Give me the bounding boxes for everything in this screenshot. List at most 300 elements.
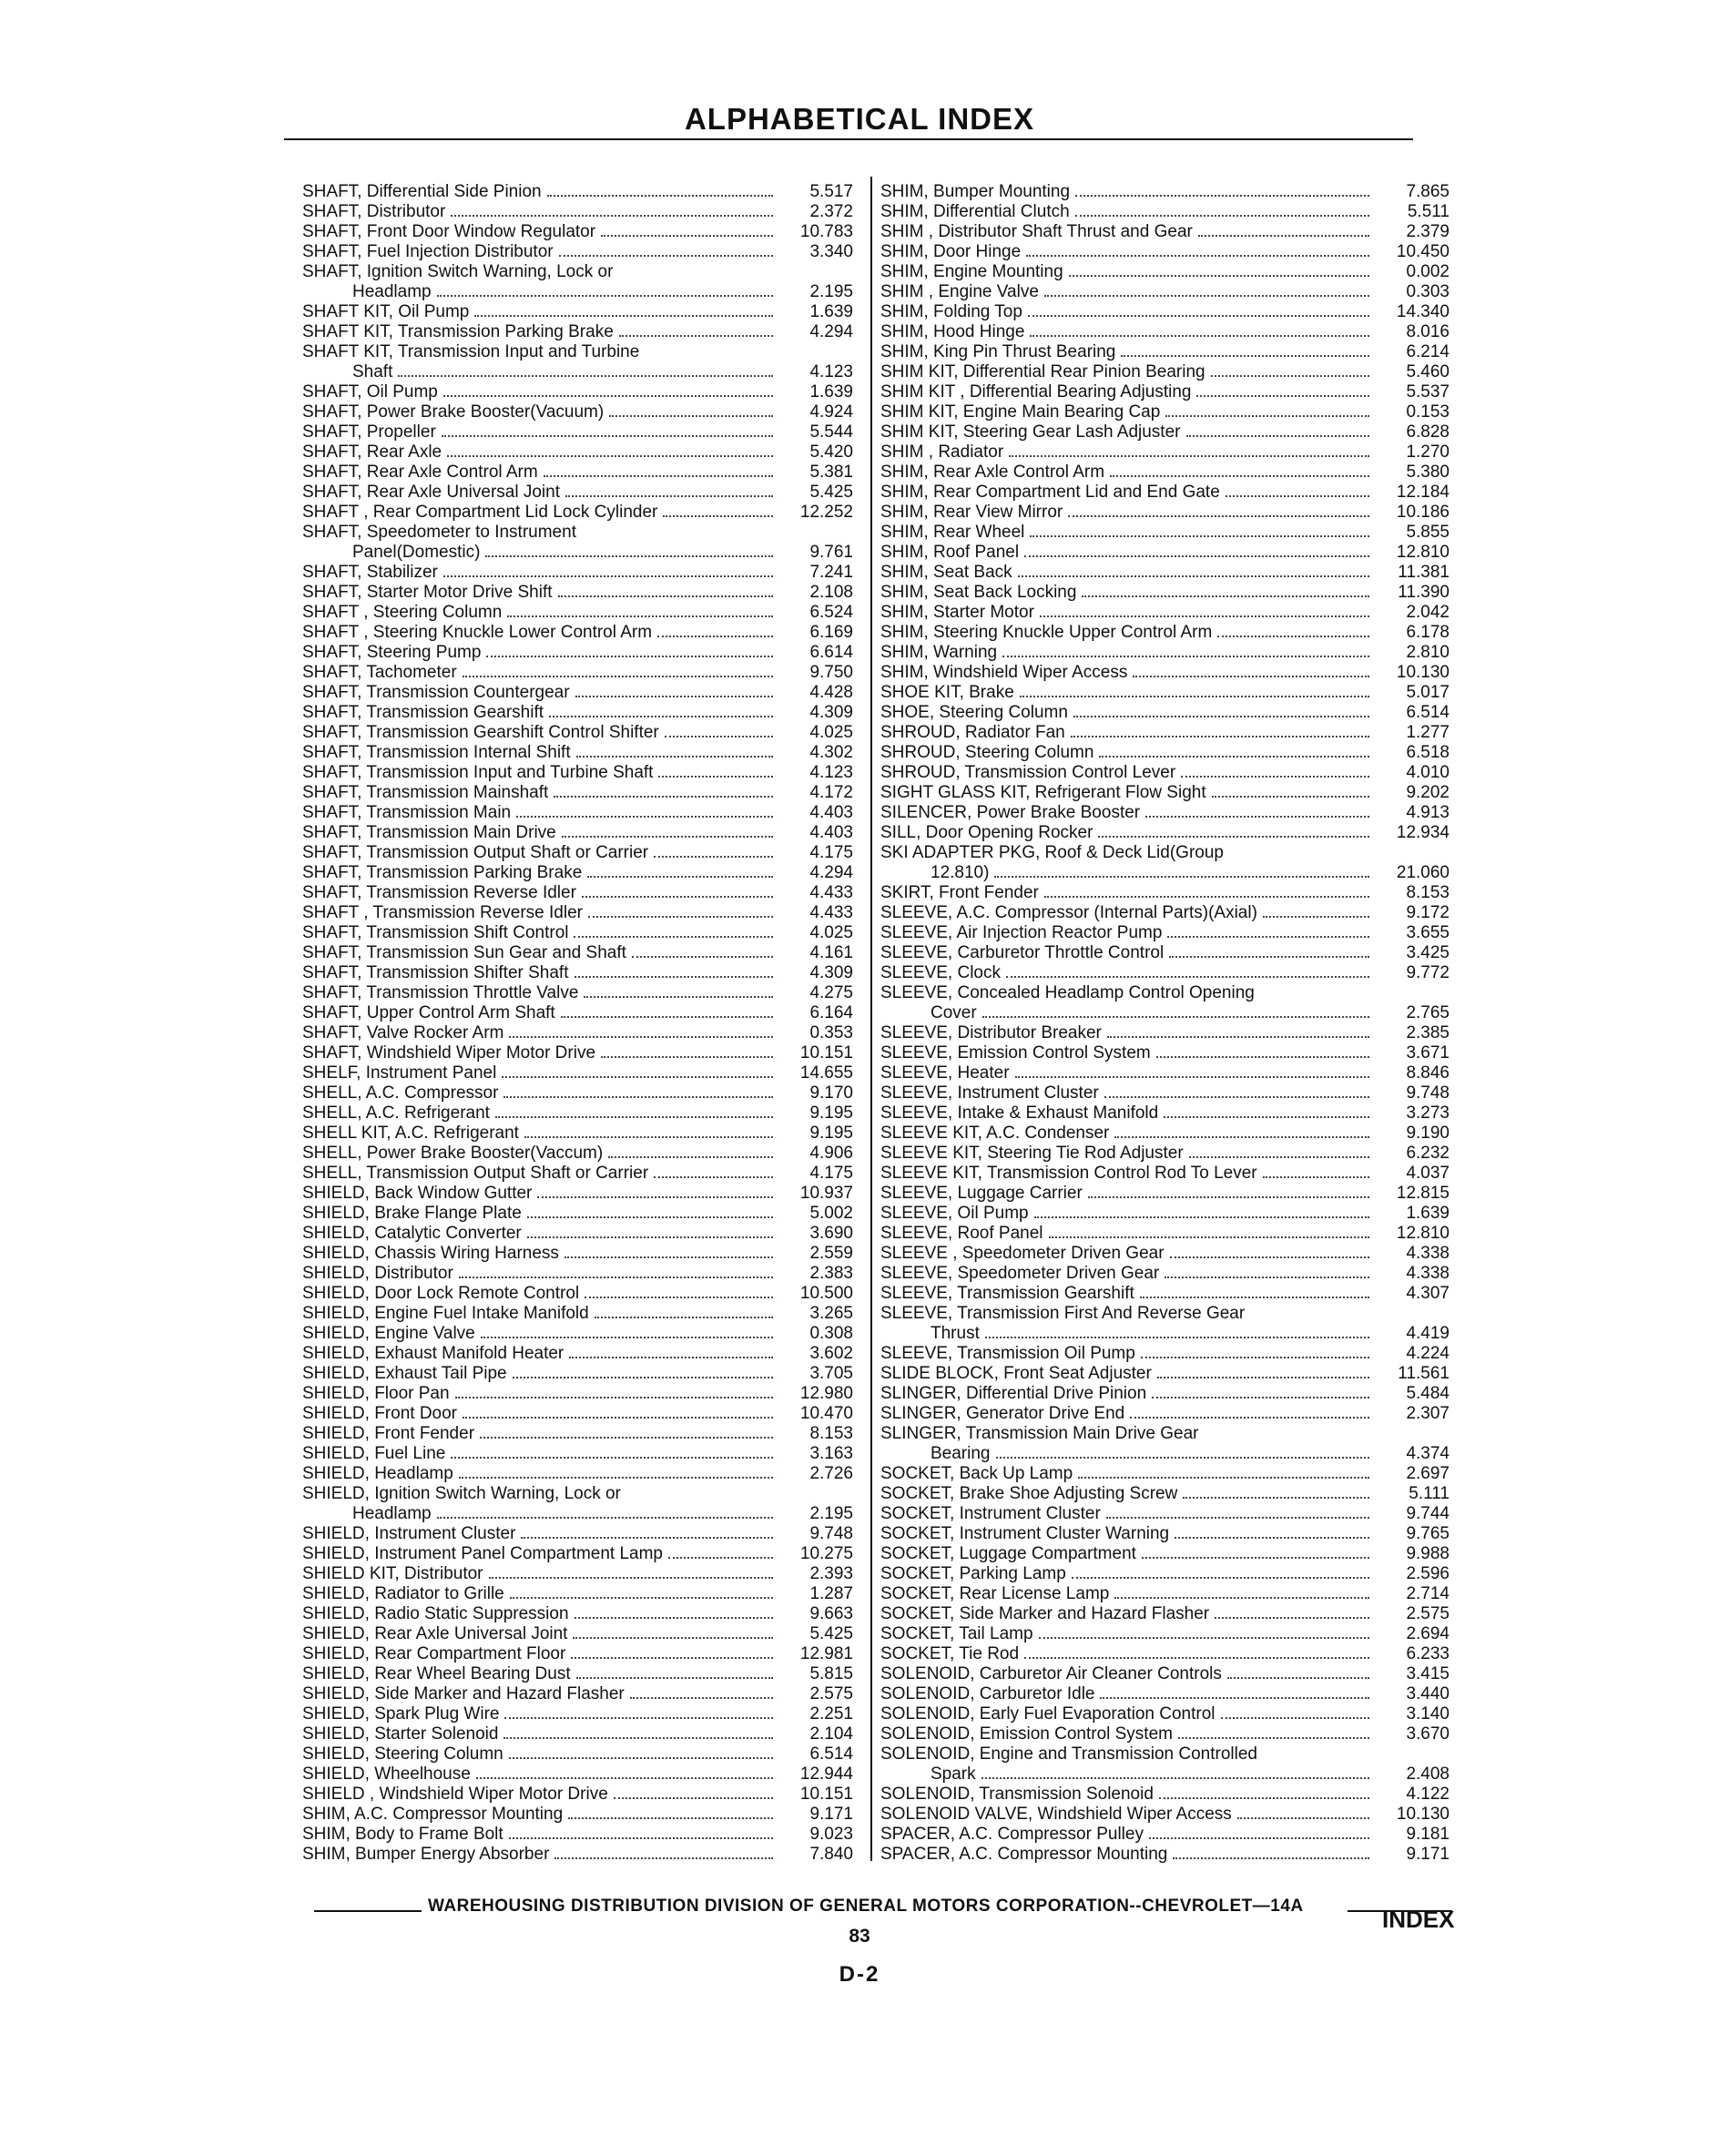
index-entry-name: SHIELD, Side Marker and Hazard Flasher bbox=[302, 1684, 625, 1703]
index-entry-page: 3.440 bbox=[1406, 1684, 1449, 1703]
index-entry-name: SHAFT, Transmission Main bbox=[302, 803, 512, 822]
index-entry-name: SHAFT KIT, Oil Pump bbox=[302, 302, 470, 321]
index-entry bbox=[880, 1684, 1449, 1704]
index-entry-name: SHIM, Windshield Wiper Access bbox=[880, 663, 1128, 682]
index-entry bbox=[302, 1003, 853, 1023]
index-entry bbox=[302, 743, 853, 763]
index-entry-name: Panel(Domestic) bbox=[352, 543, 481, 562]
index-entry bbox=[880, 543, 1449, 563]
index-column-right bbox=[880, 182, 1449, 1865]
index-entry bbox=[880, 1644, 1449, 1664]
index-entry bbox=[302, 1204, 853, 1224]
index-entry-page: 4.309 bbox=[809, 963, 853, 982]
index-entry-page: 1.287 bbox=[809, 1584, 853, 1603]
dot-leader bbox=[1156, 1044, 1369, 1058]
index-entry-page: 6.518 bbox=[1406, 743, 1449, 762]
dot-leader bbox=[1175, 1525, 1369, 1539]
index-entry-name: SHIELD, Chassis Wiring Harness bbox=[302, 1244, 559, 1263]
index-entry-name: SHIELD, Back Window Gutter bbox=[302, 1184, 533, 1203]
index-entry-name: SHAFT, Oil Pump bbox=[302, 382, 438, 402]
index-entry bbox=[880, 1704, 1449, 1724]
dot-leader bbox=[537, 1185, 773, 1198]
index-entry-name: SHIELD, Floor Pan bbox=[302, 1384, 450, 1403]
index-entry-page: 5.002 bbox=[809, 1204, 853, 1223]
index-entry-page: 9.202 bbox=[1406, 783, 1449, 802]
dot-leader bbox=[1196, 383, 1369, 397]
index-entry-name: SHIELD, Rear Axle Universal Joint bbox=[302, 1624, 568, 1643]
dot-leader bbox=[668, 1545, 773, 1559]
index-entry-page: 2.765 bbox=[1406, 1003, 1449, 1022]
index-entry-page: 10.783 bbox=[799, 222, 853, 241]
index-entry bbox=[302, 683, 853, 703]
index-entry-name: SHIELD, Instrument Cluster bbox=[302, 1524, 516, 1543]
index-entry-page: 9.988 bbox=[1406, 1544, 1449, 1563]
index-entry-page: 3.602 bbox=[809, 1344, 853, 1363]
index-entry-page: 5.855 bbox=[1406, 523, 1449, 542]
dot-leader bbox=[1002, 644, 1369, 657]
dot-leader bbox=[1075, 183, 1369, 197]
index-entry bbox=[880, 863, 1449, 883]
page-number: 83 bbox=[849, 1926, 870, 1947]
index-entry-page: 5.460 bbox=[1406, 362, 1449, 381]
index-entry-name: SHIELD, Headlamp bbox=[302, 1464, 453, 1483]
index-entry bbox=[880, 1204, 1449, 1224]
index-entry bbox=[302, 362, 853, 382]
index-entry bbox=[302, 483, 853, 503]
index-entry-page: 7.865 bbox=[1406, 182, 1449, 201]
index-entry bbox=[880, 222, 1449, 242]
index-entry bbox=[880, 1404, 1449, 1424]
dot-leader bbox=[1170, 1245, 1369, 1258]
dot-leader bbox=[562, 824, 773, 838]
index-entry bbox=[302, 1564, 853, 1584]
index-entry-name: SLEEVE, Oil Pump bbox=[880, 1204, 1029, 1223]
index-entry bbox=[880, 402, 1449, 422]
index-entry-page: 1.639 bbox=[809, 302, 853, 321]
dot-leader bbox=[1159, 1785, 1369, 1799]
index-entry-page: 6.178 bbox=[1406, 623, 1449, 642]
index-entry-page: 7.241 bbox=[809, 563, 853, 582]
index-entry bbox=[302, 803, 853, 823]
index-entry-page: 6.614 bbox=[809, 643, 853, 662]
dot-leader bbox=[608, 1144, 773, 1158]
index-entry bbox=[302, 1464, 853, 1484]
index-entry-page: 6.514 bbox=[809, 1744, 853, 1764]
index-entry-name: SOCKET, Tail Lamp bbox=[880, 1624, 1033, 1643]
index-entry-page: 3.140 bbox=[1406, 1704, 1449, 1724]
dot-leader bbox=[654, 1164, 773, 1178]
dot-leader bbox=[504, 1705, 773, 1719]
index-entry bbox=[880, 623, 1449, 643]
dot-leader bbox=[451, 1445, 773, 1459]
index-entry bbox=[880, 1144, 1449, 1164]
index-entry bbox=[302, 923, 853, 943]
index-entry-page: 11.561 bbox=[1398, 1364, 1449, 1383]
index-entry-page: 14.655 bbox=[799, 1063, 853, 1083]
dot-leader bbox=[658, 764, 773, 778]
index-entry bbox=[302, 1124, 853, 1144]
index-entry-page: 10.275 bbox=[799, 1544, 853, 1563]
index-entry-page: 10.151 bbox=[799, 1043, 853, 1063]
index-entry bbox=[302, 543, 853, 563]
dot-leader bbox=[994, 864, 1369, 878]
footer-section-label: INDEX bbox=[1382, 1906, 1455, 1933]
index-entry bbox=[880, 1484, 1449, 1504]
index-entry-page: 8.153 bbox=[809, 1424, 853, 1443]
index-entry-name: SHIM, A.C. Compressor Mounting bbox=[302, 1805, 564, 1824]
dot-leader bbox=[569, 1345, 773, 1358]
index-entry-page: 4.924 bbox=[809, 402, 853, 422]
index-entry bbox=[302, 1264, 853, 1284]
dot-leader bbox=[1114, 1124, 1369, 1138]
dot-leader bbox=[982, 1004, 1369, 1018]
index-entry-name: SHIELD, Radiator to Grille bbox=[302, 1584, 504, 1603]
index-entry-page: 4.403 bbox=[809, 823, 853, 842]
index-entry-name: SLEEVE, Luggage Carrier bbox=[880, 1184, 1083, 1203]
index-entry-name: SLEEVE , Speedometer Driven Gear bbox=[880, 1244, 1165, 1263]
index-entry bbox=[880, 463, 1449, 483]
index-entry-page: 1.270 bbox=[1406, 442, 1449, 462]
index-entry-page: 0.353 bbox=[809, 1023, 853, 1042]
index-entry-page: 5.381 bbox=[809, 463, 853, 482]
index-entry bbox=[880, 1805, 1449, 1825]
index-entry-name: SOCKET, Back Up Lamp bbox=[880, 1464, 1073, 1483]
index-entry-page: 3.265 bbox=[809, 1304, 853, 1323]
index-entry-page: 10.151 bbox=[799, 1785, 853, 1804]
index-entry-page: 21.060 bbox=[1396, 863, 1449, 882]
dot-leader bbox=[447, 443, 773, 457]
index-entry-name: SLEEVE, Transmission Oil Pump bbox=[880, 1344, 1135, 1363]
dot-leader bbox=[1088, 1185, 1369, 1198]
dot-leader bbox=[565, 483, 773, 497]
index-entry bbox=[880, 1304, 1449, 1324]
dot-leader bbox=[1165, 403, 1369, 417]
index-entry-name: SLEEVE, Carburetor Throttle Control bbox=[880, 943, 1165, 962]
index-entry-page: 2.385 bbox=[1406, 1023, 1449, 1042]
index-entry-name: SLEEVE, Roof Panel bbox=[880, 1224, 1043, 1243]
index-entry-name: SHAFT, Rear Axle Control Arm bbox=[302, 463, 538, 482]
index-entry-name: SHIELD, Distributor bbox=[302, 1264, 453, 1283]
index-entry-name: SOLENOID, Early Fuel Evaporation Control bbox=[880, 1704, 1216, 1724]
index-entry bbox=[880, 783, 1449, 803]
index-entry-name: SLINGER, Differential Drive Pinion bbox=[880, 1384, 1147, 1403]
dot-leader bbox=[654, 844, 773, 858]
index-entry-name: SHAFT, Starter Motor Drive Shift bbox=[302, 583, 553, 602]
index-entry-page: 9.171 bbox=[809, 1805, 853, 1824]
index-entry-name: SHROUD, Steering Column bbox=[880, 743, 1094, 762]
index-entry-page: 4.428 bbox=[809, 683, 853, 702]
index-entry-name: Spark bbox=[931, 1764, 976, 1784]
index-entry-name: SHIM, Bumper Mounting bbox=[880, 182, 1071, 201]
index-entry-name: SHIM, Engine Mounting bbox=[880, 262, 1063, 281]
index-entry bbox=[880, 1744, 1449, 1764]
index-entry bbox=[880, 483, 1449, 503]
index-entry-name: SHIM, Rear Wheel bbox=[880, 523, 1025, 542]
index-entry bbox=[880, 1384, 1449, 1404]
index-entry-name: SOLENOID, Emission Control System bbox=[880, 1724, 1173, 1744]
index-entry-name: SHAFT, Transmission Throttle Valve bbox=[302, 983, 579, 1002]
index-entry-name: SHAFT, Transmission Main Drive bbox=[302, 823, 556, 842]
index-entry bbox=[880, 1023, 1449, 1043]
index-entry-name: SHIELD, Starter Solenoid bbox=[302, 1724, 499, 1744]
index-entry bbox=[880, 1083, 1449, 1103]
index-entry-name: SHIELD, Engine Fuel Intake Manifold bbox=[302, 1304, 589, 1323]
index-entry-name: SHAFT, Propeller bbox=[302, 422, 436, 442]
index-entry-name: SHIM , Distributor Shaft Thrust and Gear bbox=[880, 222, 1193, 241]
index-entry-name: SIGHT GLASS KIT, Refrigerant Flow Sight bbox=[880, 783, 1206, 802]
dot-leader bbox=[486, 644, 773, 657]
index-entry bbox=[880, 1584, 1449, 1604]
dot-leader bbox=[503, 1084, 773, 1098]
dot-leader bbox=[524, 1124, 773, 1138]
index-entry bbox=[880, 182, 1449, 202]
index-entry bbox=[880, 442, 1449, 463]
index-entry-page: 4.025 bbox=[809, 923, 853, 942]
index-entry-page: 4.294 bbox=[809, 322, 853, 341]
index-entry-name: Thrust bbox=[931, 1324, 980, 1343]
dot-leader bbox=[565, 1245, 773, 1258]
index-entry-page: 2.810 bbox=[1406, 643, 1449, 662]
index-entry-name: SHAFT, Transmission Shifter Shaft bbox=[302, 963, 569, 982]
index-entry bbox=[880, 1244, 1449, 1264]
index-entry bbox=[880, 583, 1449, 603]
index-entry-name: SOLENOID, Transmission Solenoid bbox=[880, 1785, 1154, 1804]
dot-leader bbox=[502, 1064, 773, 1078]
index-entry-page: 3.340 bbox=[809, 242, 853, 261]
index-entry bbox=[880, 963, 1449, 983]
index-entry bbox=[880, 1364, 1449, 1384]
index-entry-name: SLEEVE, Intake & Exhaust Manifold bbox=[880, 1103, 1159, 1123]
index-entry-name: SHAFT, Transmission Shift Control bbox=[302, 923, 569, 942]
dot-leader bbox=[507, 604, 773, 617]
dot-leader bbox=[1173, 1846, 1369, 1859]
index-entry-name: SPACER, A.C. Compressor Pulley bbox=[880, 1825, 1144, 1844]
index-entry-page: 12.944 bbox=[799, 1764, 853, 1784]
index-entry bbox=[302, 1224, 853, 1244]
dot-leader bbox=[1212, 784, 1369, 798]
index-entry-page: 2.559 bbox=[809, 1244, 853, 1263]
index-entry-name: SHIELD, Fuel Line bbox=[302, 1444, 446, 1463]
index-entry-name: SOLENOID VALVE, Windshield Wiper Access bbox=[880, 1805, 1232, 1824]
index-entry-name: SHIM KIT , Differential Bearing Adjusting bbox=[880, 382, 1192, 402]
dot-leader bbox=[554, 1846, 773, 1859]
dot-leader bbox=[1078, 1465, 1369, 1479]
dot-leader bbox=[575, 1605, 773, 1619]
index-entry-page: 4.309 bbox=[809, 703, 853, 722]
index-entry-page: 4.338 bbox=[1406, 1264, 1449, 1283]
index-entry bbox=[880, 843, 1449, 863]
dot-leader bbox=[485, 544, 773, 557]
index-entry bbox=[302, 1785, 853, 1805]
index-entry-page: 9.761 bbox=[809, 543, 853, 562]
index-entry-name: SHAFT, Transmission Gearshift bbox=[302, 703, 544, 722]
index-entry-name: SHELL, Transmission Output Shaft or Carrier bbox=[302, 1164, 649, 1183]
index-entry-name: SOCKET, Side Marker and Hazard Flasher bbox=[880, 1604, 1210, 1623]
dot-leader bbox=[576, 1665, 773, 1679]
index-entry-name: SHAFT, Front Door Window Regulator bbox=[302, 222, 596, 241]
index-entry-page: 12.934 bbox=[1396, 823, 1449, 842]
index-entry-name: SOCKET, Instrument Cluster bbox=[880, 1504, 1101, 1523]
dot-leader bbox=[509, 1745, 773, 1759]
index-entry bbox=[880, 1785, 1449, 1805]
index-entry-name: SHIELD, Radio Static Suppression bbox=[302, 1604, 569, 1623]
index-entry bbox=[880, 743, 1449, 763]
index-entry-name: SOCKET, Tie Rod bbox=[880, 1644, 1020, 1663]
index-entry bbox=[880, 1284, 1449, 1304]
dot-leader bbox=[443, 564, 773, 577]
index-entry bbox=[880, 422, 1449, 442]
dot-leader bbox=[1044, 283, 1369, 297]
index-entry bbox=[880, 1003, 1449, 1023]
index-entry bbox=[302, 463, 853, 483]
index-entry-name: SHAFT, Ignition Switch Warning, Lock or bbox=[302, 262, 614, 281]
footer-rule-left bbox=[314, 1910, 422, 1912]
index-entry bbox=[880, 1444, 1449, 1464]
index-entry-name: SHIELD, Brake Flange Plate bbox=[302, 1204, 522, 1223]
index-entry bbox=[880, 1664, 1449, 1684]
dot-leader bbox=[1130, 1405, 1369, 1419]
index-entry-name: SHIELD, Door Lock Remote Control bbox=[302, 1284, 580, 1303]
index-entry-page: 9.195 bbox=[809, 1124, 853, 1143]
dot-leader bbox=[587, 864, 773, 878]
index-entry-name: SLEEVE KIT, Steering Tie Rod Adjuster bbox=[880, 1144, 1184, 1163]
dot-leader bbox=[1039, 1625, 1369, 1639]
index-entry bbox=[302, 1164, 853, 1184]
index-entry-name: SPACER, A.C. Compressor Mounting bbox=[880, 1845, 1168, 1864]
dot-leader bbox=[1263, 1164, 1369, 1178]
index-entry-name: SHIM KIT, Differential Rear Pinion Bearing bbox=[880, 362, 1205, 381]
index-entry-page: 4.161 bbox=[809, 943, 853, 962]
dot-leader bbox=[1024, 544, 1369, 557]
index-entry bbox=[302, 1624, 853, 1644]
dot-leader bbox=[1107, 1024, 1369, 1038]
dot-leader bbox=[443, 383, 773, 397]
dot-leader bbox=[1030, 524, 1369, 537]
index-entry bbox=[302, 302, 853, 322]
index-entry-name: SHAFT, Tachometer bbox=[302, 663, 457, 682]
index-entry-page: 8.153 bbox=[1406, 883, 1449, 902]
index-entry-page: 12.810 bbox=[1396, 543, 1449, 562]
index-entry-name: 12.810) bbox=[931, 863, 990, 882]
index-entry-name: SHIM KIT, Engine Main Bearing Cap bbox=[880, 402, 1161, 422]
dot-leader bbox=[982, 1765, 1369, 1779]
index-entry-name: SHAFT , Steering Column bbox=[302, 603, 503, 622]
index-entry-page: 2.697 bbox=[1406, 1464, 1449, 1483]
index-entry-page: 0.308 bbox=[809, 1324, 853, 1343]
index-entry-page: 2.575 bbox=[809, 1684, 853, 1703]
index-entry-name: SHIELD, Wheelhouse bbox=[302, 1764, 471, 1784]
index-entry bbox=[880, 322, 1449, 342]
dot-leader bbox=[1152, 1385, 1369, 1398]
dot-leader bbox=[588, 904, 773, 918]
dot-leader bbox=[630, 1685, 773, 1699]
dot-leader bbox=[437, 283, 773, 297]
index-entry bbox=[302, 1584, 853, 1604]
index-entry bbox=[880, 803, 1449, 823]
index-entry bbox=[880, 202, 1449, 222]
index-entry-name: SHIM, Body to Frame Bolt bbox=[302, 1825, 503, 1844]
dot-leader bbox=[1140, 1285, 1369, 1298]
index-entry-name: SHIM, Hood Hinge bbox=[880, 322, 1025, 341]
dot-leader bbox=[1072, 1565, 1369, 1579]
index-entry-name: SLEEVE KIT, Transmission Control Rod To Lever bbox=[880, 1164, 1257, 1183]
index-entry bbox=[302, 823, 853, 843]
index-entry bbox=[302, 843, 853, 863]
dot-leader bbox=[585, 1285, 773, 1298]
index-entry-page: 2.195 bbox=[809, 282, 853, 301]
index-entry-page: 9.765 bbox=[1406, 1524, 1449, 1543]
dot-leader bbox=[463, 1405, 773, 1419]
dot-leader bbox=[574, 924, 773, 938]
index-entry-page: 9.748 bbox=[809, 1524, 853, 1543]
dot-leader bbox=[547, 183, 773, 197]
index-entry bbox=[302, 1063, 853, 1083]
index-entry-page: 9.172 bbox=[1406, 903, 1449, 922]
dot-leader bbox=[1009, 443, 1369, 457]
index-entry-page: 4.123 bbox=[809, 362, 853, 381]
index-entry-name: SHAFT, Transmission Output Shaft or Carrier bbox=[302, 843, 649, 862]
index-entry-page: 3.690 bbox=[809, 1224, 853, 1243]
index-entry-name: SHIM, Differential Clutch bbox=[880, 202, 1070, 221]
index-entry bbox=[880, 923, 1449, 943]
index-entry bbox=[880, 683, 1449, 703]
index-entry-page: 7.840 bbox=[809, 1845, 853, 1864]
index-entry-page: 2.104 bbox=[809, 1724, 853, 1744]
index-entry-name: SHAFT, Transmission Parking Brake bbox=[302, 863, 583, 882]
index-entry-name: SHAFT, Transmission Internal Shift bbox=[302, 743, 571, 762]
index-entry-page: 3.655 bbox=[1406, 923, 1449, 942]
index-entry-name: SHELL KIT, A.C. Refrigerant bbox=[302, 1124, 519, 1143]
dot-leader bbox=[1142, 1545, 1369, 1559]
index-entry-name: SHIELD, Catalytic Converter bbox=[302, 1224, 522, 1243]
index-entry-name: SHIELD, Front Door bbox=[302, 1404, 457, 1423]
index-entry-page: 9.195 bbox=[809, 1103, 853, 1123]
index-entry bbox=[880, 1845, 1449, 1865]
index-entry-name: SHIELD, Exhaust Tail Pipe bbox=[302, 1364, 507, 1383]
dot-leader bbox=[996, 1445, 1370, 1459]
index-entry bbox=[302, 583, 853, 603]
index-entry-name: Bearing bbox=[931, 1444, 991, 1463]
index-entry bbox=[880, 1164, 1449, 1184]
index-entry-page: 5.111 bbox=[1409, 1484, 1449, 1503]
index-entry-name: SHROUD, Radiator Fan bbox=[880, 723, 1065, 742]
dot-leader bbox=[1237, 1805, 1369, 1819]
dot-leader bbox=[1211, 363, 1369, 377]
index-entry-name: SOCKET, Brake Shoe Adjusting Screw bbox=[880, 1484, 1178, 1503]
index-entry-name: SLEEVE, Transmission First And Reverse Gear bbox=[880, 1304, 1246, 1323]
index-entry bbox=[302, 1244, 853, 1264]
index-entry-name: SHAFT, Valve Rocker Arm bbox=[302, 1023, 504, 1042]
index-entry-page: 10.500 bbox=[799, 1284, 853, 1303]
index-entry bbox=[302, 963, 853, 983]
dot-leader bbox=[614, 1785, 773, 1799]
index-entry-page: 10.130 bbox=[1396, 1805, 1449, 1824]
index-entry-name: SHIELD KIT, Distributor bbox=[302, 1564, 483, 1583]
index-entry bbox=[302, 1444, 853, 1464]
index-entry bbox=[302, 1384, 853, 1404]
index-entry-name: SLEEVE, A.C. Compressor (Internal Parts)(Axial) bbox=[880, 903, 1257, 922]
index-entry-page: 4.037 bbox=[1406, 1164, 1449, 1183]
index-entry-page: 2.379 bbox=[1406, 222, 1449, 241]
index-entry-page: 5.484 bbox=[1406, 1384, 1449, 1403]
index-entry bbox=[880, 1043, 1449, 1063]
index-entry-page: 4.302 bbox=[809, 743, 853, 762]
index-entry-name: SOCKET, Parking Lamp bbox=[880, 1564, 1066, 1583]
index-entry bbox=[302, 1644, 853, 1664]
dot-leader bbox=[1110, 463, 1369, 477]
dot-leader bbox=[513, 1365, 773, 1378]
dot-leader bbox=[495, 1104, 773, 1118]
